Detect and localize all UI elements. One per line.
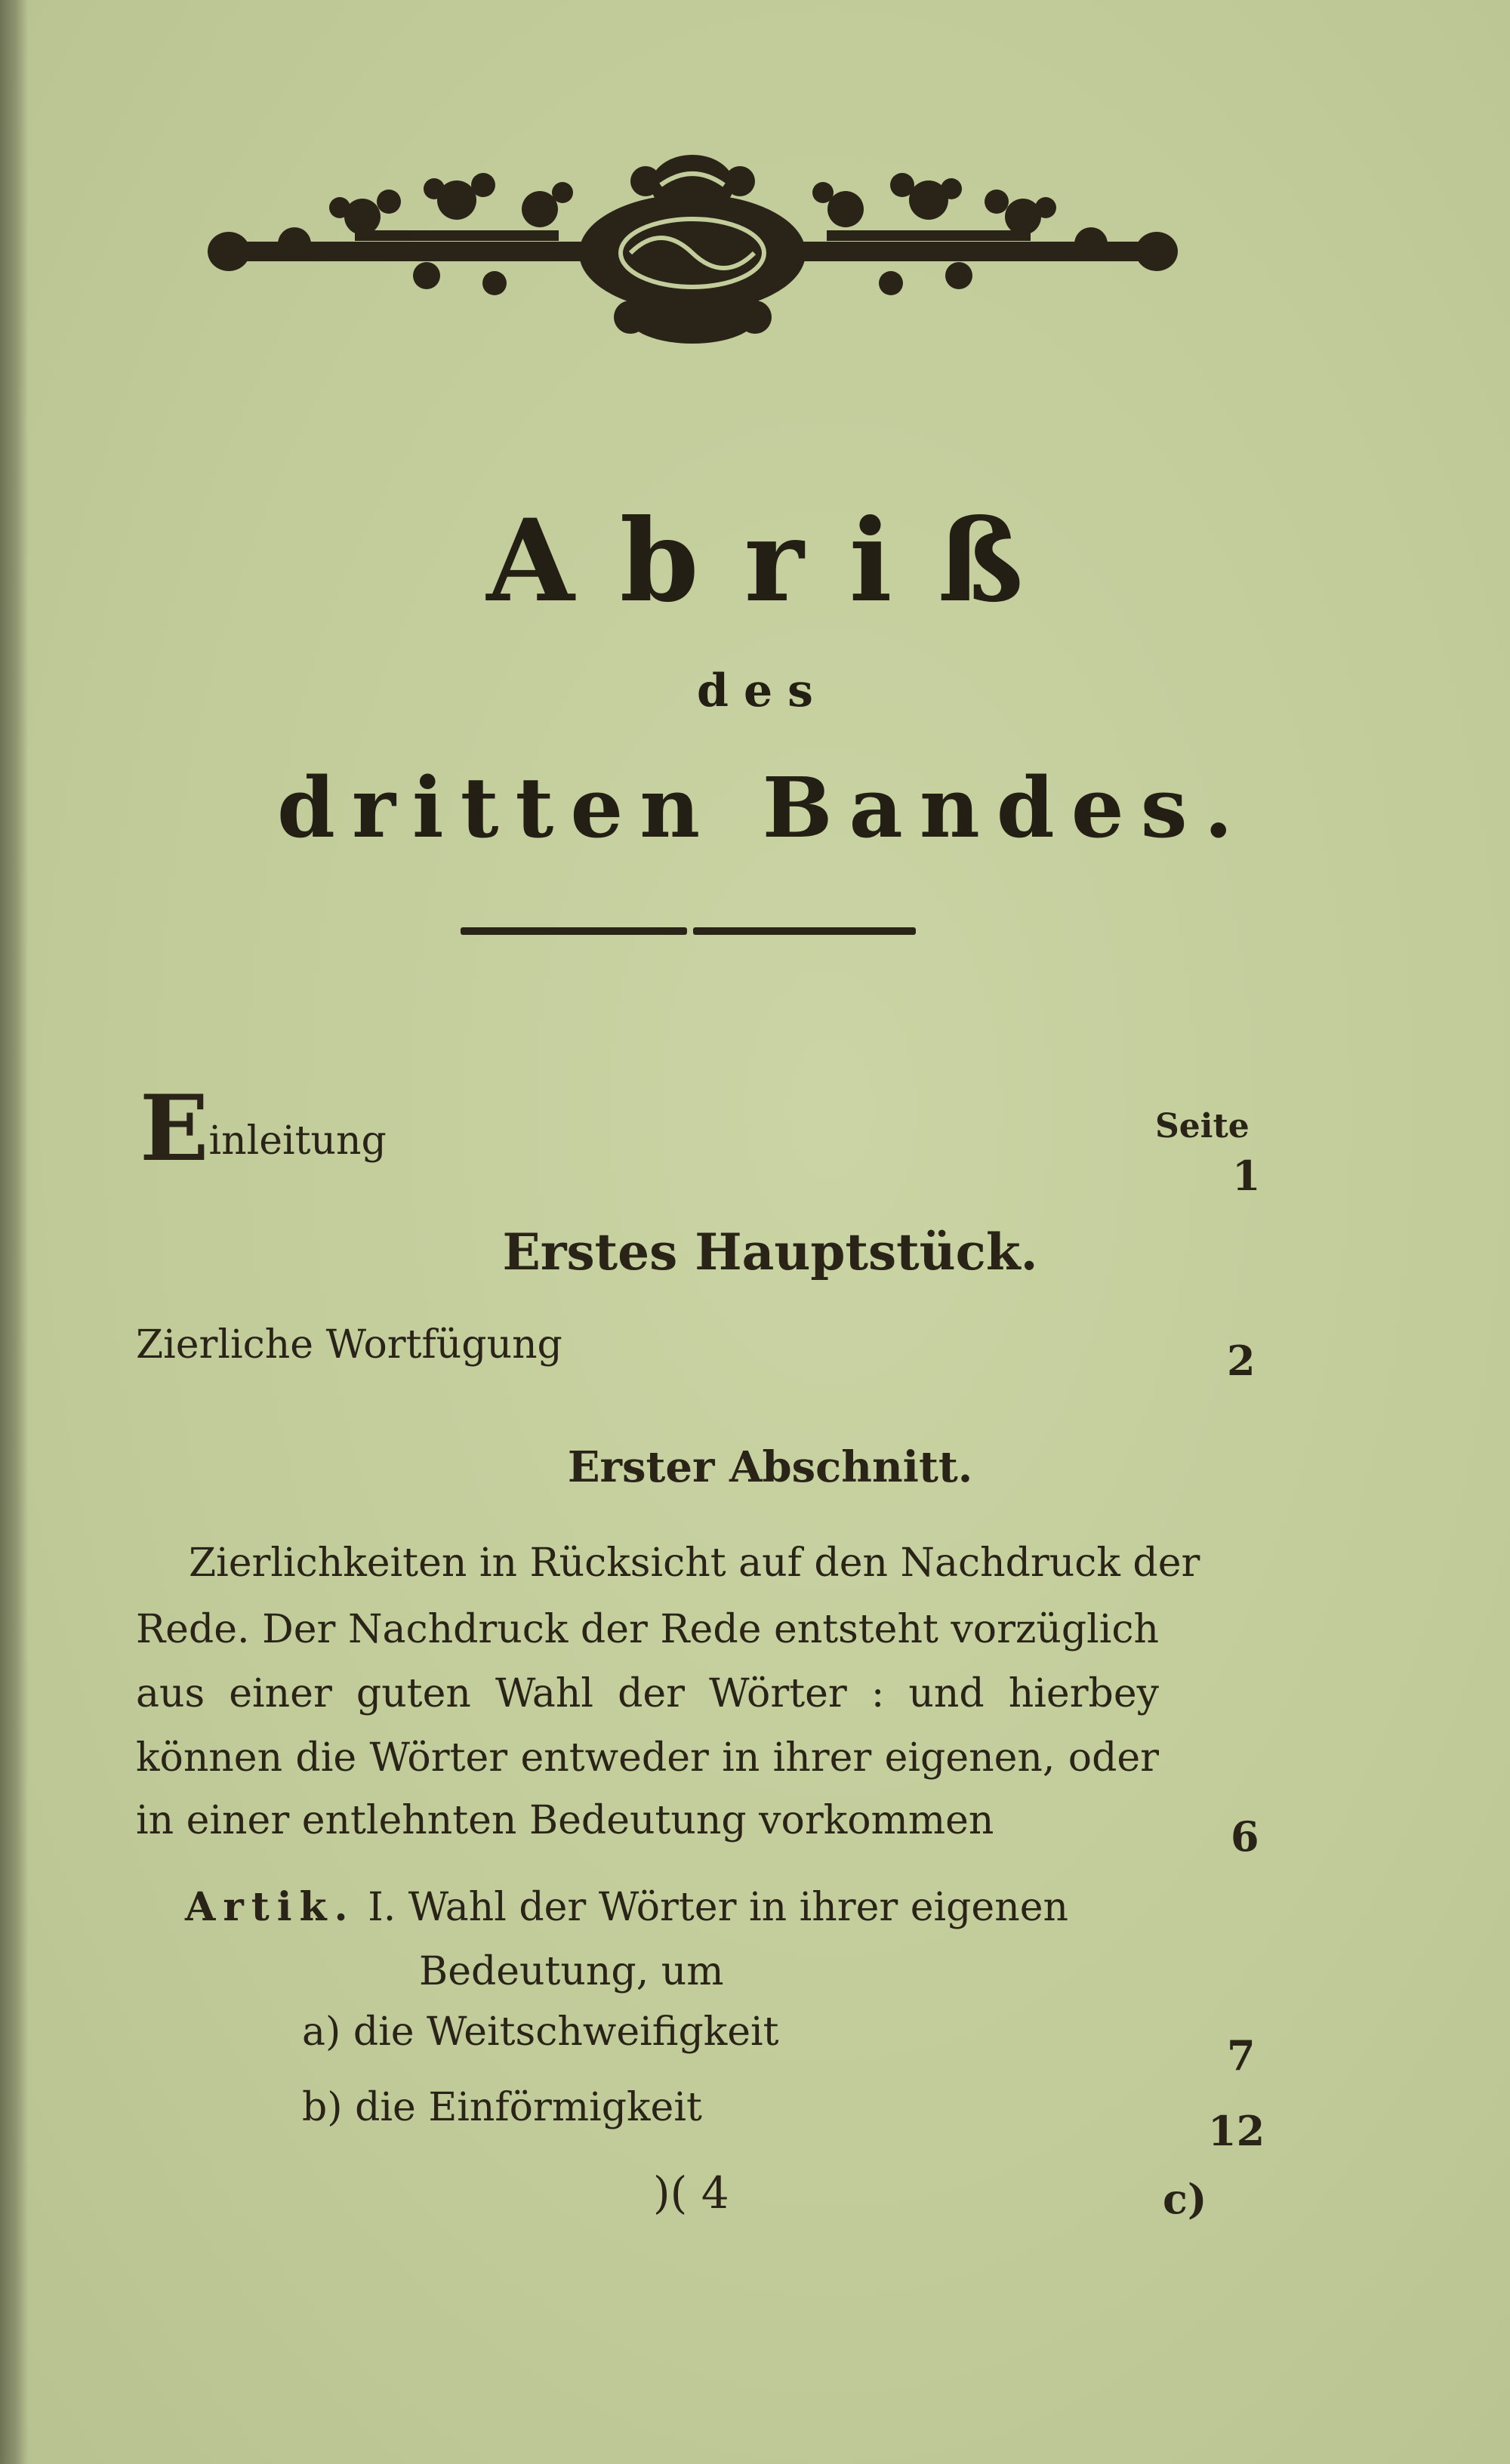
- page-number-paragraph: 6: [1231, 1812, 1259, 1861]
- entry-einfoermigkeit: b) die Einförmigkeit: [302, 2085, 702, 2130]
- heading-erster-abschnitt: Erster Abschnitt.: [567, 1442, 973, 1492]
- einleitung-drop-cap: E: [140, 1075, 209, 1182]
- title-rule-right: [693, 927, 916, 935]
- catchword: c): [1163, 2175, 1207, 2223]
- signature-mark: )( 4: [653, 2167, 729, 2219]
- ornament-headpiece: [208, 155, 1178, 347]
- page-number-weitschweifigkeit: 7: [1227, 2031, 1256, 2080]
- seite-column-header: Seite: [1155, 1107, 1250, 1146]
- heading-erstes-hauptstueck: Erstes Hauptstück.: [502, 1223, 1038, 1281]
- title-des: des: [697, 665, 828, 717]
- page-number-zierliche: 2: [1227, 1337, 1256, 1385]
- einleitung-label: inleitung: [208, 1118, 387, 1164]
- entry-einleitung: [140, 1075, 387, 1182]
- page-number-einfoermigkeit: 12: [1208, 2107, 1265, 2155]
- paragraph-line-4: können die Wörter entweder in ihrer eigenen, oder: [136, 1735, 1159, 1781]
- artikel-label: Artik.: [185, 1884, 356, 1930]
- artikel-line-2: Bedeutung, um: [419, 1949, 724, 1994]
- entry-weitschweifigkeit: a) die Weitschweifigkeit: [302, 2009, 779, 2055]
- paragraph-line-5: in einer entlehnten Bedeutung vorkommen: [136, 1798, 994, 1843]
- paragraph-line-2: Rede. Der Nachdruck der Rede entsteht vorzüglich: [136, 1607, 1159, 1652]
- title-dritten-bandes: dritten Bandes.: [277, 759, 1250, 856]
- entry-artikel-1: [185, 1884, 1068, 1930]
- artikel-line-1: I. Wahl der Wörter in ihrer eigenen: [368, 1885, 1068, 1930]
- title-rule-left: [461, 927, 687, 935]
- title-abriss: Abriß: [486, 495, 1069, 628]
- page-number-einleitung: 1: [1232, 1152, 1261, 1200]
- paragraph-line-1: Zierlichkeiten in Rücksicht auf den Nachdruck der: [189, 1540, 1200, 1586]
- paragraph-line-3: aus einer guten Wahl der Wörter : und hierbey: [136, 1671, 1159, 1716]
- entry-zierliche-wortfuegung: Zierliche Wortfügung: [136, 1322, 562, 1368]
